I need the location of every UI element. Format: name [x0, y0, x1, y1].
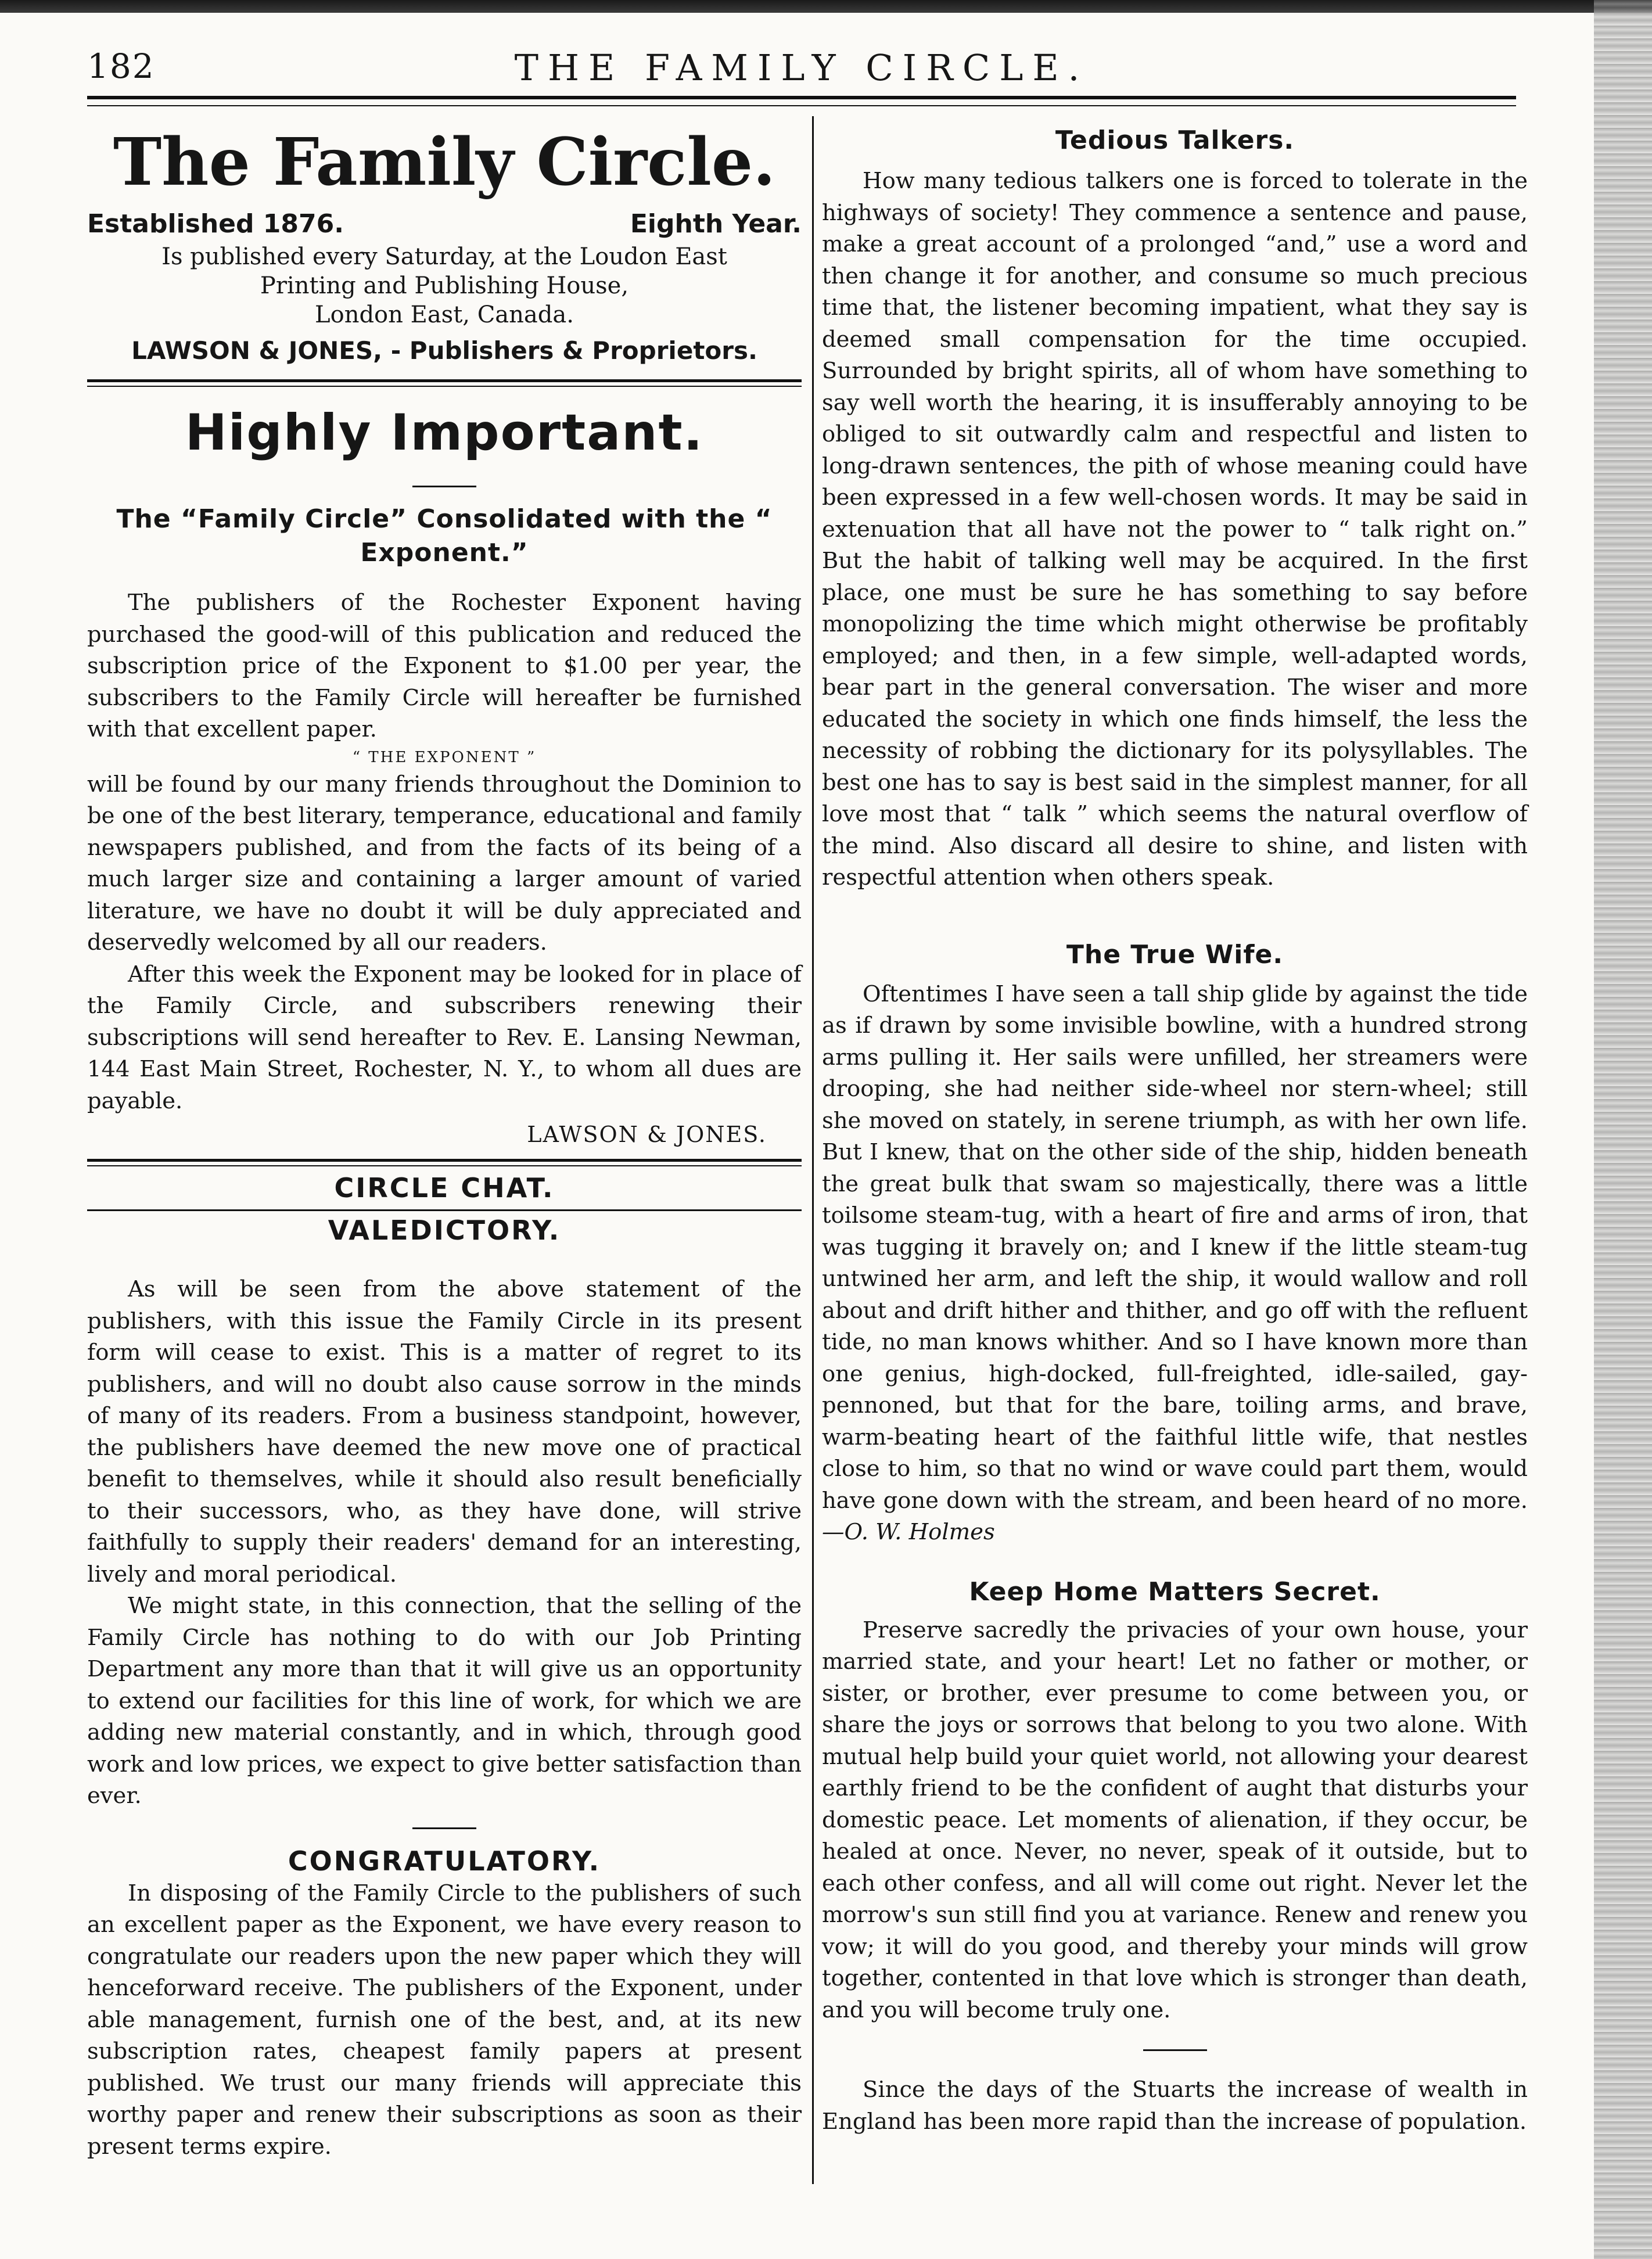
- short-rule: [412, 1827, 476, 1829]
- column-divider: [812, 116, 814, 2184]
- publication-line-3: London East, Canada.: [315, 301, 574, 328]
- header-rule: [87, 96, 1516, 99]
- true-wife-text: Oftentimes I have seen a tall ship glide by against the tide as if drawn by some invisible bowline, with a hundred strong arms pulling it. Her sails were unfilled, her streamers were drooping, she had neither side-wheel nor stern-wheel; still she moved on stately, in serene triumph, as with her own life. But I knew, that on the other side of the ship, hidden beneath the great bulk that swam so majestically, there was a little toilsome steam-tug, with a heart of fire and arms of iron, that was tugging it bravely on; and I knew if the little steam-tug untwined her arm, and left the ship, it would wallow and roll about and drift hither and thither, and go off with the refluent tide, no man knows whither. And so I have known more than one genius, high-docked, full-freighted, idle-sailed, gay-pennoned, but that for the bare, toiling arms, and brave, warm-beating heart of the faithful little wife, that nestles close to him, so that no wind or wave could part them, would have gone down with the stream, and been heard of no more.: [822, 981, 1528, 1514]
- divider-rule-thin: [87, 386, 802, 387]
- running-header: [87, 46, 1516, 110]
- congratulatory-heading: CONGRATULATORY.: [288, 1845, 601, 1877]
- stuarts-paragraph: Since the days of the Stuarts the increase of wealth in England has been more rapid than the increase of population.: [822, 2077, 1528, 2135]
- signature: LAWSON & JONES.: [527, 1122, 767, 1147]
- congratulatory-paragraph-1: In disposing of the Family Circle to the publishers of such an excellent paper as the Exponent, we have every reason to congratulate our readers upon the new paper which they will henceforward receive. The publishers of the Exponent, under able management, furnish one of the best, and, at its new subscription rates, cheapest family papers at present published. We trust our many friends will appreciate this worthy paper and renew their subscriptions as soon as their present terms expire.: [87, 1880, 802, 2160]
- consolidated-paragraph-3: After this week the Exponent may be looked for in place of the Family Circle, and subscribers renewing their subscriptions will send hereafter to Rev. E. Lansing Newman, 144 East Main Street, Rochester, N. Y., to whom all dues are payable.: [87, 961, 802, 1114]
- keep-secret-heading: Keep Home Matters Secret.: [969, 1576, 1381, 1607]
- established-text: Established 1876.: [87, 209, 344, 239]
- publishers-line: LAWSON & JONES, - Publishers & Proprietors.: [131, 336, 757, 365]
- page-top-edge: [0, 0, 1652, 13]
- true-wife-attribution: —O. W. Holmes: [822, 1519, 995, 1545]
- consolidated-heading: The “Family Circle” Consolidated with the “ Exponent.”: [116, 504, 773, 568]
- tedious-talkers-paragraph: How many tedious talkers one is forced to tolerate in the highways of society! They commence a sentence and pause, make a great account of a prolonged “and,” use a word and then change it for another, and consume so much precious time that, the listener becoming impatient, what they say is deemed small compensation for the time occupied. Surrounded by bright spirits, all of whom have something to say well worth the hearing, it is insufferably annoying to be obliged to sit outwardly calm and respectful and listen to long-drawn sentences, the pith of whose meaning could have been expressed in a few well-chosen words. It may be said in extenuation that all have not the power to “ talk right on.” But the habit of talking well may be acquired. In the first place, one must be sure he has something to say before monopolizing the time which might otherwise be profitably employed; and then, in a few simple, well-adapted words, bear part in the general conversation. The wiser and more educated the society in which one finds himself, the less the necessity of robbing the dictionary for its polysyllables. The best one has to say is best said in the simplest manner, for all love most that “ talk ” which seems the natural overflow of the mind. Also discard all desire to shine, and listen with respectful attention when others speak.: [822, 168, 1528, 890]
- keep-secret-paragraph: Preserve sacredly the privacies of your own house, your married state, and your heart! Let no father or mother, or sister, or brother, ever presume to come between you, or share the joys or sorrows that belong to you two alone. With mutual help build your quiet world, not allowing your dearest earthly friend to be the confident of aught that disturbs your domestic peace. Let moments of alienation, if they occur, be healed at once. Never, no never, speak of it outside, but to each other confess, and all will come out right. Never let the morrow's sun still find you at variance. Renew and renew you vow; it will do you good, and thereby your minds will grow together, contented in that love which is stronger than death, and you will become truly one.: [822, 1617, 1528, 2023]
- true-wife-heading: The True Wife.: [1066, 939, 1284, 969]
- right-column: [822, 119, 1528, 2138]
- true-wife-paragraph: [822, 979, 1528, 1549]
- consolidated-paragraph-2: will be found by our many friends throughout the Dominion to be one of the best literary, temperance, educational and family newspapers published, and from the facts of its being of a much larger size and containing a larger amount of varied literature, we have no doubt it will be duly appreciated and deservedly welcomed by all our readers.: [87, 771, 802, 956]
- year-text: Eighth Year.: [630, 209, 802, 239]
- header-rule-thin: [87, 105, 1516, 106]
- consolidated-paragraph-1: The publishers of the Rochester Exponent having purchased the good-will of this publication and reduced the subscription price of the Exponent to $1.00 per year, the subscribers to the Family Circle will hereafter be furnished with that excellent paper.: [87, 590, 802, 742]
- short-rule: [412, 486, 476, 487]
- the-exponent-label: “ THE EXPONENT ”: [352, 748, 537, 766]
- valedictory-paragraph-2: We might state, in this connection, that the selling of the Family Circle has nothing to do with our Job Printing Department any more than that it will give us an opportunity to extend our facilities for this line of work, for which we are adding new material constantly, and in which, through good work and low prices, we expect to give better satisfaction than ever.: [87, 1593, 802, 1809]
- left-column: [87, 119, 802, 2163]
- page-number: 182: [87, 46, 155, 86]
- masthead: The Family Circle.: [113, 124, 776, 200]
- publication-line-1: Is published every Saturday, at the Loudon East: [161, 243, 727, 270]
- valedictory-heading: VALEDICTORY.: [328, 1215, 561, 1246]
- publication-line-2: Printing and Publishing House,: [260, 272, 629, 299]
- section-rule: [87, 1209, 802, 1211]
- circle-chat-heading: CIRCLE CHAT.: [334, 1172, 555, 1204]
- tedious-talkers-heading: Tedious Talkers.: [1055, 125, 1295, 155]
- running-title: THE FAMILY CIRCLE.: [514, 46, 1089, 89]
- divider-rule-thin: [87, 1165, 802, 1166]
- divider-rule: [87, 1159, 802, 1162]
- valedictory-paragraph-1: As will be seen from the above statement of the publishers, with this issue the Family Circle in its present form will cease to exist. This is a matter of regret to its publishers, and will no doubt also cause sorrow in the minds of many of its readers. From a business standpoint, however, the publishers have deemed the new move one of practical benefit to themselves, while it should also result beneficially to their successors, who, as they have done, will strive faithfully to supply their readers' demand for an interesting, lively and moral periodical.: [87, 1276, 802, 1588]
- divider-rule: [87, 379, 802, 382]
- short-rule: [1143, 2049, 1207, 2051]
- established-row: [87, 206, 802, 242]
- page-binding-edge: [1594, 0, 1652, 2259]
- highly-important-heading: Highly Important.: [185, 404, 704, 462]
